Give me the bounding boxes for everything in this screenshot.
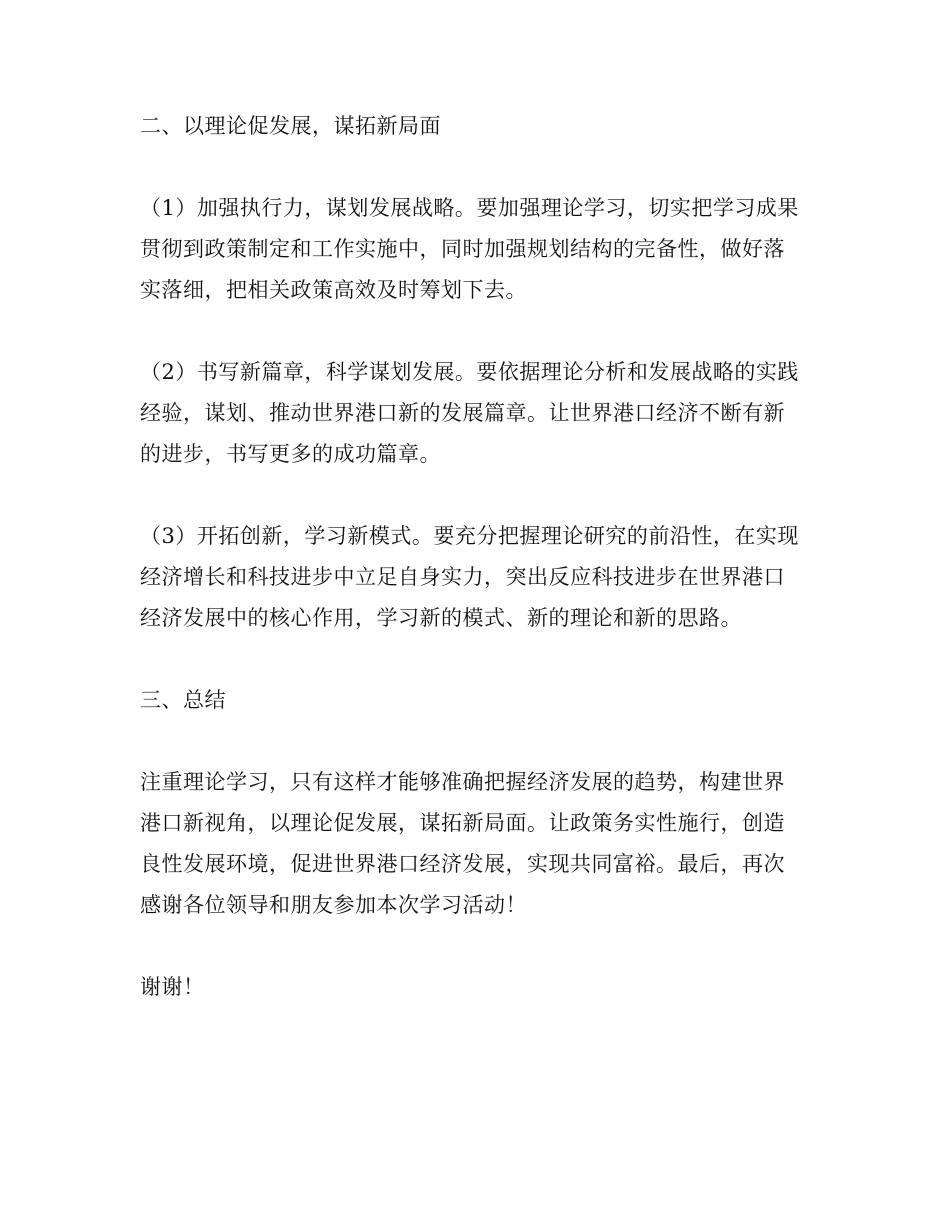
item-1-line-3: 实落细，把相关政策高效及时筹划下去。 <box>140 278 527 302</box>
item-2-line-2: 经验，谋划、推动世界港口新的发展篇章。让世界港口经济不断有新 <box>140 401 785 425</box>
closing-text: 谢谢！ <box>140 975 205 999</box>
section-three-heading-text: 三、总结 <box>140 688 226 712</box>
closing-paragraph <box>140 967 812 1008</box>
item-2-line-1: （2）书写新篇章，科学谋划发展。要依据理论分析和发展战略的实践 <box>140 360 799 384</box>
summary-line-3: 良性发展环境，促进世界港口经济发展，实现共同富裕。最后，再次 <box>140 852 785 876</box>
item-3-line-3: 经济发展中的核心作用，学习新的模式、新的理论和新的思路。 <box>140 606 742 630</box>
summary-line-1: 注重理论学习，只有这样才能够准确把握经济发展的趋势，构建世界 <box>140 770 785 794</box>
section-two-item-1 <box>140 188 812 311</box>
item-1-line-1: （1）加强执行力，谋划发展战略。要加强理论学习，切实把学习成果 <box>140 196 799 220</box>
item-1-line-2: 贯彻到政策制定和工作实施中，同时加强规划结构的完备性，做好落 <box>140 237 785 261</box>
section-two-heading <box>140 106 812 147</box>
section-two-item-3 <box>140 516 812 639</box>
summary-line-2: 港口新视角，以理论促发展，谋拓新局面。让政策务实性施行，创造 <box>140 811 785 835</box>
section-three-heading <box>140 680 812 721</box>
item-3-line-2: 经济增长和科技进步中立足自身实力，突出反应科技进步在世界港口 <box>140 565 785 589</box>
summary-paragraph <box>140 762 812 926</box>
section-two-heading-text: 二、以理论促发展，谋拓新局面 <box>140 114 441 138</box>
item-3-line-1: （3）开拓创新，学习新模式。要充分把握理论研究的前沿性，在实现 <box>140 524 799 548</box>
document-body <box>140 106 812 1049</box>
summary-line-4: 感谢各位领导和朋友参加本次学习活动！ <box>140 893 527 917</box>
item-2-line-3: 的进步，书写更多的成功篇章。 <box>140 442 441 466</box>
section-two-item-2 <box>140 352 812 475</box>
